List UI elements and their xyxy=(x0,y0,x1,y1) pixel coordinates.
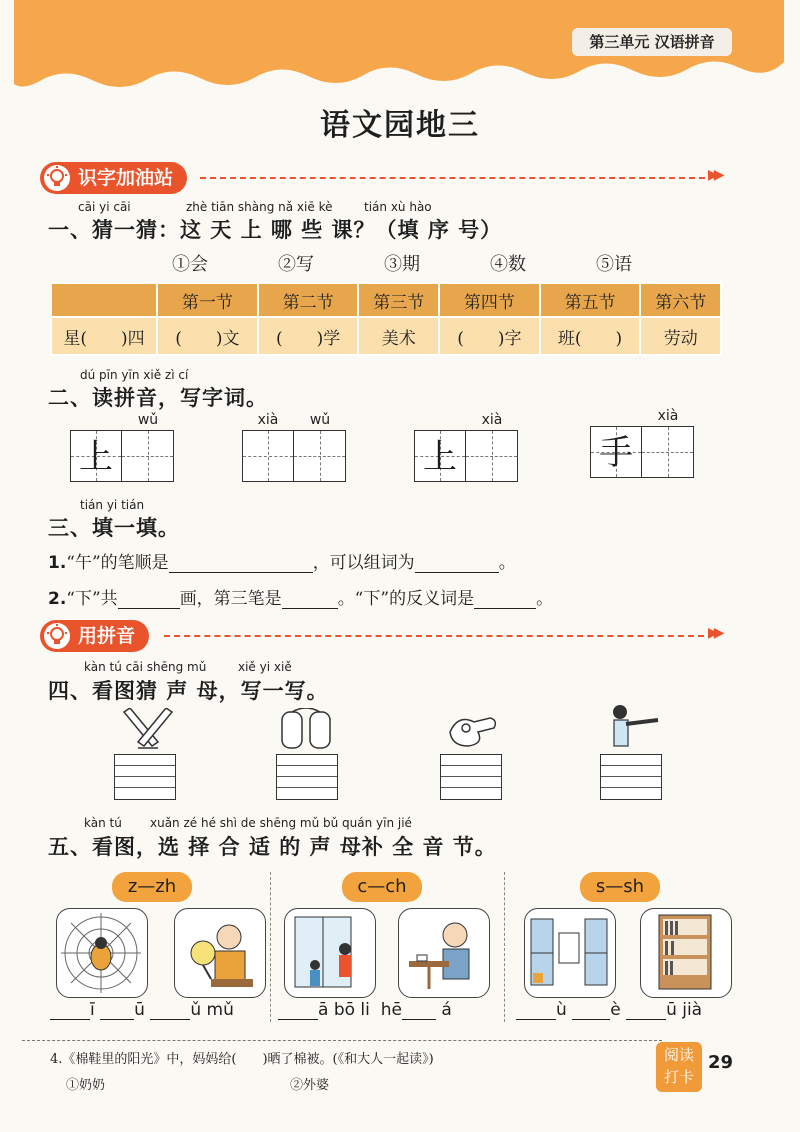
q4-pinyin: xiě yi xiě xyxy=(238,660,292,674)
grid-pinyin: wǔ xyxy=(137,412,159,428)
table-header-cell: 第六节 xyxy=(640,283,721,317)
q3-heading: 三、填一填。 xyxy=(48,516,180,540)
writing-group-3 xyxy=(414,412,518,482)
section-banner-pinyin xyxy=(40,620,730,654)
answer-blank[interactable] xyxy=(118,590,180,609)
answer-line: ù è ū jià xyxy=(516,1000,702,1020)
option: ⑤语 xyxy=(596,254,632,275)
table-row xyxy=(51,317,721,355)
table-header-cell xyxy=(51,283,157,317)
table-cell[interactable]: ( )文 xyxy=(157,317,258,355)
grandpa-tea-icon xyxy=(398,908,490,998)
spider-web-icon xyxy=(56,908,148,998)
table-cell[interactable]: 班( ) xyxy=(540,317,641,355)
table-cell: 劳动 xyxy=(640,317,721,355)
writing-group-2 xyxy=(242,412,346,482)
finger-gesture-icon xyxy=(444,708,504,758)
window-kids-icon xyxy=(284,908,376,998)
writing-group-4 xyxy=(590,408,694,478)
reading-checkin-badge[interactable] xyxy=(656,1042,702,1092)
grid-pinyin xyxy=(590,408,642,426)
grid-pinyin xyxy=(70,412,122,430)
arrow-icon: ▶▶ xyxy=(708,167,720,183)
lightbulb-icon xyxy=(44,623,70,649)
initial-pair-label: z—zh xyxy=(112,872,192,902)
answer-blank[interactable] xyxy=(278,1001,318,1020)
page-title: 语文园地三 xyxy=(320,108,480,143)
tianzige-cell[interactable] xyxy=(242,430,294,482)
answer-blank[interactable] xyxy=(474,590,536,609)
grandma-fan-icon xyxy=(174,908,266,998)
writing-box[interactable] xyxy=(276,754,338,800)
person-pointing-icon xyxy=(606,702,666,756)
answer-blank[interactable] xyxy=(572,1001,610,1020)
tianzige-cell[interactable]: 上 xyxy=(70,430,122,482)
q1-heading: 一、猜一猜：这 天 上 哪 些 课？（填 序 号） xyxy=(48,218,503,242)
divider xyxy=(270,872,271,1022)
option: ③期 xyxy=(384,254,420,275)
writing-box[interactable] xyxy=(114,754,176,800)
q5-pinyin: kàn tú xyxy=(84,816,122,830)
answer-blank[interactable] xyxy=(282,590,338,609)
table-header-cell: 第一节 xyxy=(157,283,258,317)
q4-pinyin: kàn tú cāi shēng mǔ xyxy=(84,660,207,674)
grid-pinyin: xià xyxy=(257,412,279,428)
reading-option[interactable]: ②外婆 xyxy=(290,1078,330,1093)
tianzige-cell[interactable] xyxy=(642,426,694,478)
crossed-hands-icon xyxy=(118,708,178,758)
q3-line-1: 1.“午”的笔顺是 ，可以组词为 。 xyxy=(48,553,516,573)
option: ②写 xyxy=(278,254,314,275)
class-schedule-table xyxy=(50,282,722,356)
q2-pinyin: dú pīn yīn xiě zì cí xyxy=(80,368,189,382)
table-header-cell: 第四节 xyxy=(439,283,540,317)
answer-blank[interactable] xyxy=(50,1001,90,1020)
table-header-cell: 第五节 xyxy=(540,283,641,317)
q3-pinyin: tián yi tián xyxy=(80,498,145,512)
q1-options xyxy=(172,250,632,276)
grid-pinyin: xià xyxy=(657,408,679,424)
grid-pinyin: wǔ xyxy=(309,412,331,428)
tianzige-cell[interactable] xyxy=(294,430,346,482)
q5-pinyin: xuǎn zé hé shì de shēng mǔ bǔ quán yīn jié xyxy=(150,816,412,830)
answer-line: ī ū ǔ mǔ xyxy=(50,1000,234,1020)
folded-hands-icon xyxy=(276,708,336,758)
table-header-cell: 第三节 xyxy=(358,283,439,317)
reading-option[interactable]: ①奶奶 xyxy=(66,1078,106,1093)
tianzige-cell[interactable] xyxy=(466,430,518,482)
q4-heading: 四、看图猜 声 母，写一写。 xyxy=(48,679,329,703)
answer-blank[interactable] xyxy=(150,1001,190,1020)
section-title: 识字加油站 xyxy=(78,167,174,189)
q1-pinyin: zhè tiān shàng nǎ xiē kè xyxy=(186,200,333,214)
answer-blank[interactable] xyxy=(402,1001,436,1020)
grid-pinyin: xià xyxy=(481,412,503,428)
q1-pinyin: cāi yi cāi xyxy=(78,200,131,214)
table-cell[interactable]: ( )学 xyxy=(258,317,359,355)
q2-heading: 二、读拼音，写字词。 xyxy=(48,386,268,410)
q1-pinyin: tián xù hào xyxy=(364,200,432,214)
dormitory-icon xyxy=(524,908,616,998)
answer-line: ā bō li hē á xyxy=(278,1000,452,1020)
tianzige-cell[interactable] xyxy=(122,430,174,482)
divider xyxy=(504,872,505,1022)
q5-heading: 五、看图，选 择 合 适 的 声 母补 全 音 节。 xyxy=(48,835,497,859)
answer-blank[interactable] xyxy=(415,554,499,573)
arrow-icon: ▶▶ xyxy=(708,625,720,641)
writing-box[interactable] xyxy=(600,754,662,800)
table-header-row xyxy=(51,283,721,317)
unit-label: 第三单元 汉语拼音 xyxy=(572,28,732,56)
lightbulb-icon xyxy=(44,165,70,191)
footer-divider xyxy=(22,1040,662,1041)
initial-pair-label: c—ch xyxy=(342,872,422,902)
option: ④数 xyxy=(490,254,526,275)
page-number: 29 xyxy=(708,1052,734,1073)
badge-label: 阅读 xyxy=(663,1046,694,1064)
table-cell: 美术 xyxy=(358,317,439,355)
writing-group-1 xyxy=(70,412,174,482)
table-header-cell: 第二节 xyxy=(258,283,359,317)
answer-blank[interactable] xyxy=(626,1001,666,1020)
table-cell[interactable]: 星( )四 xyxy=(51,317,157,355)
grid-pinyin xyxy=(414,412,466,430)
answer-blank[interactable] xyxy=(516,1001,556,1020)
answer-blank[interactable] xyxy=(100,1001,134,1020)
section-title: 用拼音 xyxy=(78,625,136,647)
q3-line-2: 2.“下”共 画，第三笔是 。“下”的反义词是 。 xyxy=(48,589,554,609)
tianzige-cell[interactable]: 手 xyxy=(590,426,642,478)
reading-prompt: 4.《棉鞋里的阳光》中，妈妈给( )晒了棉被。(《和大人一起读》) xyxy=(50,1052,434,1067)
writing-box[interactable] xyxy=(440,754,502,800)
bookshelf-icon xyxy=(640,908,732,998)
tianzige-cell[interactable]: 上 xyxy=(414,430,466,482)
section-banner-literacy xyxy=(40,162,730,196)
answer-blank[interactable] xyxy=(169,554,313,573)
initial-pair-label: s—sh xyxy=(580,872,660,902)
badge-label: 打卡 xyxy=(663,1068,694,1086)
table-cell[interactable]: ( )字 xyxy=(439,317,540,355)
option: ①会 xyxy=(172,254,208,275)
